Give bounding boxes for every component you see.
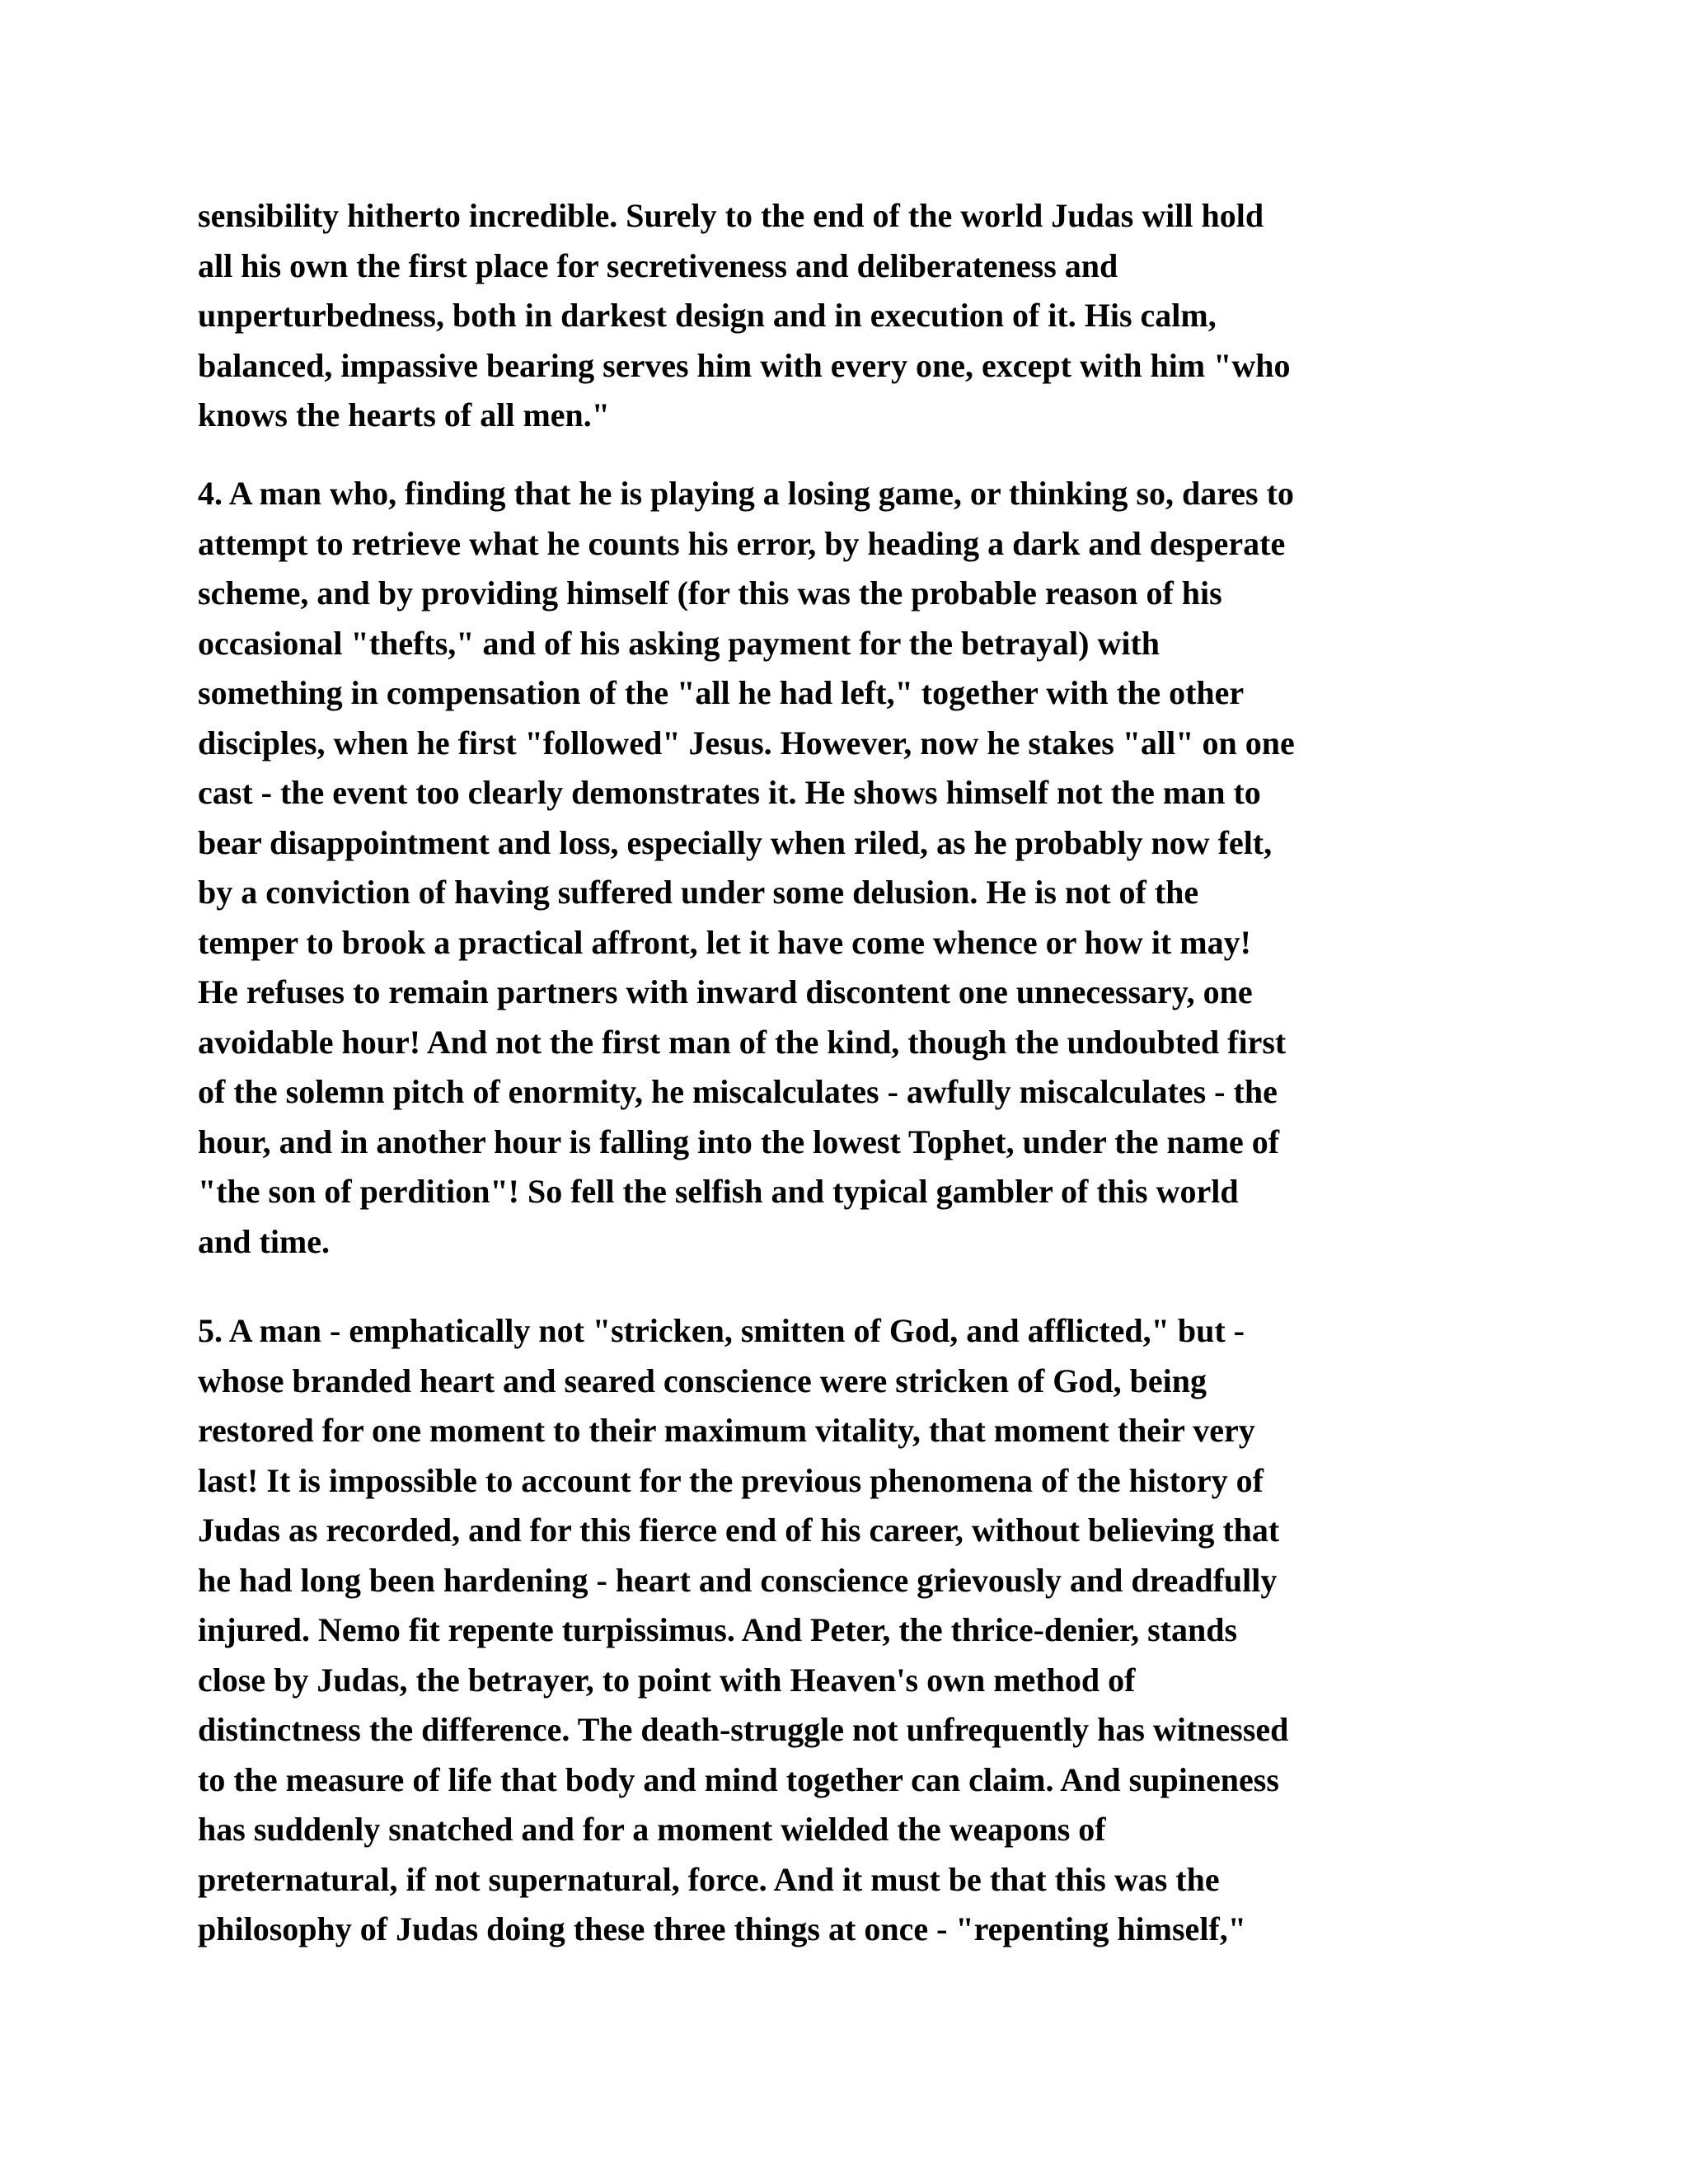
text-line: last! It is impossible to account for the previous phenomena of the history of — [198, 1461, 1264, 1499]
text-line: avoidable hour! And not the first man of the kind, though the undoubted first — [198, 1023, 1287, 1061]
text-line: has suddenly snatched and for a moment wielded the weapons of — [198, 1811, 1106, 1848]
text-line: philosophy of Judas doing these three things at once - "repenting himself," — [198, 1910, 1246, 1947]
text-line: and time. — [198, 1222, 330, 1260]
text-line: knows the hearts of all men." — [198, 396, 610, 434]
text-line: preternatural, if not supernatural, force. And it must be that this was the — [198, 1860, 1220, 1898]
text-line: close by Judas, the betrayer, to point with Heaven's own method of — [198, 1661, 1136, 1699]
text-line: occasional "thefts," and of his asking payment for the betrayal) with — [198, 624, 1160, 662]
text-line: attempt to retrieve what he counts his error, by heading a dark and desperate — [198, 524, 1286, 562]
text-line: hour, and in another hour is falling into the lowest Tophet, under the name of — [198, 1122, 1280, 1160]
text-line: something in compensation of the "all he had left," together with the other — [198, 674, 1245, 711]
text-line: disciples, when he first "followed" Jesus. However, now he stakes "all" on one — [198, 724, 1295, 762]
text-line: He refuses to remain partners with inward discontent one unnecessary, one — [198, 973, 1253, 1010]
text-line: distinctness the difference. The death-struggle not unfrequently has witnessed — [198, 1711, 1289, 1748]
text-line: injured. Nemo fit repente turpissimus. And Peter, the thrice-denier, stands — [198, 1611, 1238, 1648]
paragraph-point-5 — [198, 1306, 1500, 1955]
paragraph-point-4 — [198, 469, 1500, 1267]
text-line: whose branded heart and seared conscience were stricken of God, being — [198, 1361, 1207, 1399]
text-line: 4. A man who, finding that he is playing a losing game, or thinking so, dares to — [198, 475, 1294, 512]
text-line: unperturbedness, both in darkest design and in execution of it. His calm, — [198, 297, 1217, 334]
text-line: by a conviction of having suffered under some delusion. He is not of the — [198, 874, 1199, 911]
text-line: temper to brook a practical affront, let it have come whence or how it may! — [198, 923, 1251, 961]
text-line: cast - the event too clearly demonstrates it. He shows himself not the man to — [198, 774, 1261, 811]
text-line: he had long been hardening - heart and conscience grievously and dreadfully — [198, 1561, 1278, 1599]
text-line: scheme, and by providing himself (for this was the probable reason of his — [198, 574, 1222, 612]
text-line: 5. A man - emphatically not "stricken, smitten of God, and afflicted," but - — [198, 1312, 1245, 1349]
text-line: "the son of perdition"! So fell the selfish and typical gambler of this world — [198, 1173, 1239, 1210]
text-line: sensibility hitherto incredible. Surely to the end of the world Judas will hold — [198, 197, 1264, 234]
text-line: restored for one moment to their maximum vitality, that moment their very — [198, 1412, 1255, 1449]
text-line: Judas as recorded, and for this fierce end of his career, without believing that — [198, 1511, 1280, 1549]
text-line: of the solemn pitch of enormity, he miscalculates - awfully miscalculates - the — [198, 1073, 1278, 1110]
paragraph-judas-secretiveness — [198, 191, 1500, 441]
text-line: bear disappointment and loss, especially when riled, as he probably now felt, — [198, 823, 1273, 861]
text-line: balanced, impassive bearing serves him with every one, except with him "who — [198, 346, 1291, 384]
text-line: to the measure of life that body and mind together can claim. And supineness — [198, 1760, 1279, 1798]
text-line: all his own the first place for secretiveness and deliberateness and — [198, 246, 1118, 284]
